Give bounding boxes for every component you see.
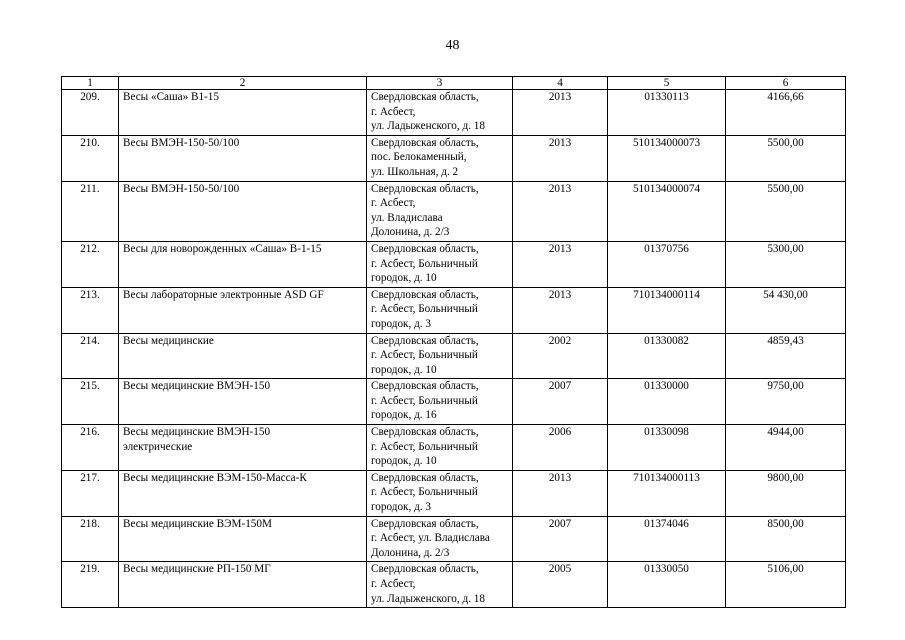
item-address: Свердловская область, г. Асбест, Больничный городок, д. 10 — [367, 425, 513, 471]
inventory-number: 01330113 — [608, 90, 726, 136]
item-cost: 5300,00 — [726, 241, 846, 287]
property-table — [61, 76, 846, 608]
item-year: 2006 — [513, 425, 608, 471]
item-cost: 5106,00 — [726, 562, 846, 608]
item-year: 2013 — [513, 90, 608, 136]
item-address: Свердловская область, г. Асбест, ул. Ладыженского, д. 18 — [367, 562, 513, 608]
table-row — [62, 562, 846, 608]
column-number-row — [62, 77, 846, 90]
item-year: 2013 — [513, 241, 608, 287]
item-name: Весы медицинские ВЭМ-150-Масса-К — [119, 470, 367, 516]
table-row — [62, 90, 846, 136]
item-address: Свердловская область, г. Асбест, ул. Владислава Долонина, д. 2/3 — [367, 516, 513, 562]
item-name: Весы медицинские РП-150 МГ — [119, 562, 367, 608]
table-row — [62, 425, 846, 471]
item-name: Весы медицинские ВЭМ-150М — [119, 516, 367, 562]
table-row — [62, 287, 846, 333]
column-header: 1 — [62, 77, 119, 90]
table-body — [62, 90, 846, 608]
item-cost: 4944,00 — [726, 425, 846, 471]
row-number: 213. — [62, 287, 119, 333]
item-cost: 4166,66 — [726, 90, 846, 136]
page-number: 48 — [445, 38, 460, 53]
item-address: Свердловская область, г. Асбест, Больничный городок, д. 3 — [367, 287, 513, 333]
table-row — [62, 470, 846, 516]
inventory-number: 510134000074 — [608, 181, 726, 241]
item-name: Весы медицинские ВМЭН-150 — [119, 379, 367, 425]
inventory-number: 01330098 — [608, 425, 726, 471]
row-number: 210. — [62, 135, 119, 181]
row-number: 216. — [62, 425, 119, 471]
inventory-number: 01330050 — [608, 562, 726, 608]
table-row — [62, 181, 846, 241]
row-number: 212. — [62, 241, 119, 287]
item-cost: 54 430,00 — [726, 287, 846, 333]
table-row — [62, 379, 846, 425]
item-address: Свердловская область, г. Асбест, ул. Владислава Долонина, д. 2/3 — [367, 181, 513, 241]
column-header: 5 — [608, 77, 726, 90]
column-header: 2 — [119, 77, 367, 90]
item-cost: 8500,00 — [726, 516, 846, 562]
item-year: 2005 — [513, 562, 608, 608]
table-row — [62, 516, 846, 562]
item-cost: 4859,43 — [726, 333, 846, 379]
inventory-number: 01370756 — [608, 241, 726, 287]
inventory-number: 01330000 — [608, 379, 726, 425]
item-address: Свердловская область, пос. Белокаменный, ул. Школьная, д. 2 — [367, 135, 513, 181]
table-row — [62, 241, 846, 287]
inventory-number: 710134000114 — [608, 287, 726, 333]
row-number: 218. — [62, 516, 119, 562]
row-number: 217. — [62, 470, 119, 516]
item-name: Весы медицинские — [119, 333, 367, 379]
item-name: Весы «Саша» В1-15 — [119, 90, 367, 136]
row-number: 219. — [62, 562, 119, 608]
item-year: 2013 — [513, 470, 608, 516]
item-year: 2013 — [513, 135, 608, 181]
column-header: 6 — [726, 77, 846, 90]
item-address: Свердловская область, г. Асбест, Больничный городок, д. 3 — [367, 470, 513, 516]
table-row — [62, 135, 846, 181]
item-year: 2013 — [513, 181, 608, 241]
item-year: 2007 — [513, 379, 608, 425]
inventory-number: 710134000113 — [608, 470, 726, 516]
inventory-number: 510134000073 — [608, 135, 726, 181]
item-address: Свердловская область, г. Асбест, Больничный городок, д. 10 — [367, 333, 513, 379]
row-number: 214. — [62, 333, 119, 379]
column-header: 3 — [367, 77, 513, 90]
item-name: Весы медицинские ВМЭН-150 электрические — [119, 425, 367, 471]
row-number: 215. — [62, 379, 119, 425]
column-header: 4 — [513, 77, 608, 90]
item-cost: 9800,00 — [726, 470, 846, 516]
item-name: Весы ВМЭН-150-50/100 — [119, 135, 367, 181]
item-year: 2007 — [513, 516, 608, 562]
item-address: Свердловская область, г. Асбест, Больничный городок, д. 16 — [367, 379, 513, 425]
item-address: Свердловская область, г. Асбест, Больничный городок, д. 10 — [367, 241, 513, 287]
row-number: 211. — [62, 181, 119, 241]
row-number: 209. — [62, 90, 119, 136]
item-name: Весы лабораторные электронные ASD GF — [119, 287, 367, 333]
item-name: Весы для новорожденных «Саша» В-1-15 — [119, 241, 367, 287]
inventory-number: 01374046 — [608, 516, 726, 562]
item-name: Весы ВМЭН-150-50/100 — [119, 181, 367, 241]
table-row — [62, 333, 846, 379]
item-cost: 9750,00 — [726, 379, 846, 425]
item-cost: 5500,00 — [726, 181, 846, 241]
item-year: 2002 — [513, 333, 608, 379]
item-address: Свердловская область, г. Асбест, ул. Ладыженского, д. 18 — [367, 90, 513, 136]
inventory-number: 01330082 — [608, 333, 726, 379]
item-cost: 5500,00 — [726, 135, 846, 181]
item-year: 2013 — [513, 287, 608, 333]
